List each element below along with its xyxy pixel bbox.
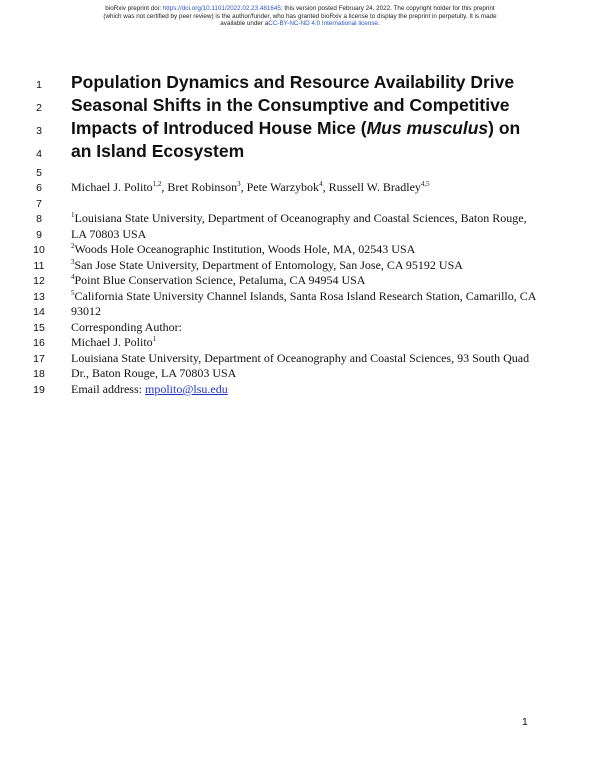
- license-link[interactable]: CC-BY-NC-ND 4.0 International license: [268, 20, 378, 28]
- line-number: 9: [36, 229, 42, 241]
- title-line: an Island Ecosystem: [71, 141, 245, 161]
- notice-text: .: [377, 20, 380, 28]
- affiliation: $^4$Point Blue Conservation Science, Petaluma, CA 94954 USA: [71, 273, 366, 287]
- species-name: Mus musculus: [366, 118, 489, 138]
- corresponding-name: Michael J. Polito$^1$: [71, 335, 157, 349]
- line-number: 14: [33, 306, 45, 318]
- notice-text: bioRxiv preprint doi:: [105, 5, 163, 12]
- line-number: 13: [33, 291, 45, 303]
- corresponding-heading: Corresponding Author:: [71, 320, 182, 334]
- title-line: Population Dynamics and Resource Availability Drive: [71, 72, 515, 92]
- notice-text: ; this version posted February 24, 2022. The copyright holder for this preprint: [280, 5, 495, 12]
- notice-text: (which was not certified by peer review) is the author/funder, who has granted bioRxiv a license to display the preprint in perpetuity. It is made: [103, 12, 497, 20]
- line-number: 10: [33, 244, 45, 256]
- line-number: 19: [33, 384, 45, 396]
- line-number: 16: [33, 337, 45, 349]
- title-line: Seasonal Shifts in the Consumptive and Competitive: [71, 95, 510, 115]
- affiliation: $^3$San Jose State University, Department of Entomology, San Jose, CA 95192 USA: [71, 258, 463, 272]
- line-number: 18: [33, 368, 45, 380]
- line-number: 5: [36, 167, 42, 179]
- author-affiliation: 3: [237, 180, 241, 188]
- preprint-notice: [0, 5, 600, 28]
- author-name: Bret Robinson: [167, 180, 238, 194]
- line-number: 12: [33, 275, 45, 287]
- affiliation-continued: LA 70803 USA: [71, 227, 147, 241]
- author-affiliation: 4,5: [420, 180, 430, 188]
- affiliation: $^2$Woods Hole Oceanographic Institution, Woods Hole, MA, 02543 USA: [71, 242, 416, 256]
- author-affiliation: 4: [319, 180, 323, 188]
- corresponding-address: Louisiana State University, Department of Oceanography and Coastal Sciences, 93 South Quad: [71, 351, 530, 365]
- line-number: 6: [36, 182, 42, 194]
- corresponding-address: Dr., Baton Rouge, LA 70803 USA: [71, 366, 237, 380]
- page-number: 1: [522, 716, 528, 728]
- author-name: Pete Warzybok: [246, 180, 320, 194]
- author-name: Russell W. Bradley: [328, 180, 421, 194]
- line-number: 8: [36, 213, 42, 225]
- title-line: Impacts of Introduced House Mice (Mus musculus) on: [71, 118, 521, 138]
- line-number: 1: [36, 79, 42, 91]
- author-list: Michael J. Polito$^{1,2}$, Bret Robinson$^3$, Pete Warzybok$^4$, Russell W. Bradley$^{4,5}$: [71, 180, 430, 194]
- line-number: 4: [36, 148, 42, 160]
- author-name: Michael J. Polito: [71, 180, 153, 194]
- affiliation: $^1$Louisiana State University, Department of Oceanography and Coastal Sciences, Baton Rouge,: [71, 211, 527, 225]
- line-number: 17: [33, 353, 45, 365]
- notice-text: available under a: [220, 20, 269, 28]
- doi-link[interactable]: https://doi.org/10.1101/2022.02.23.481645: [162, 5, 281, 12]
- author-affiliation: 1,2: [152, 180, 162, 188]
- email-line: [71, 382, 228, 397]
- affiliation-continued: 93012: [71, 304, 101, 318]
- line-number: 3: [36, 125, 42, 137]
- line-number: 11: [33, 260, 45, 272]
- line-number: 15: [33, 322, 45, 334]
- line-number: 2: [36, 102, 42, 114]
- line-number: 7: [36, 198, 42, 210]
- affiliation: $^5$California State University Channel Islands, Santa Rosa Island Research Station, Camarillo, CA: [71, 289, 537, 303]
- email-link[interactable]: mpolito@lsu.edu: [144, 382, 228, 396]
- email-label: Email address:: [71, 382, 145, 396]
